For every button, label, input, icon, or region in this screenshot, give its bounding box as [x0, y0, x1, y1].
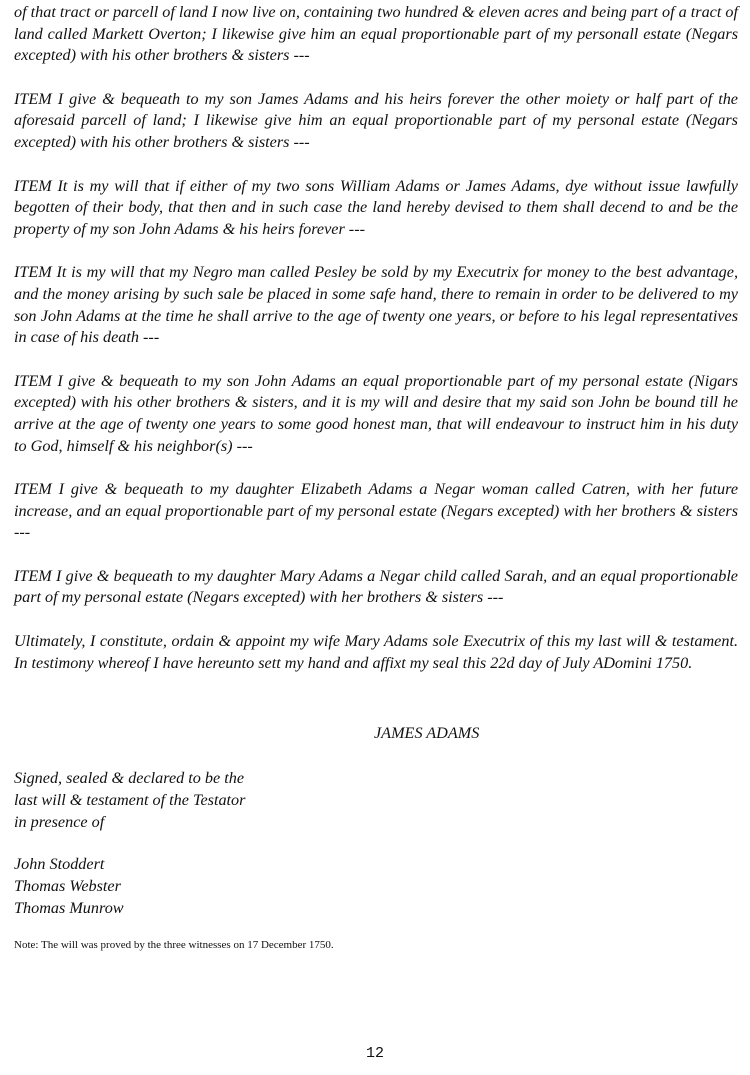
- paragraph-item-pesley: ITEM It is my will that my Negro man called Pesley be sold by my Executrix for money to the best advantage, and the money arising by such sale be placed in some safe hand, there to remain in order to be delivered to my son John Adams at the time he shall arrive to the age of twenty one years, or before to his legal representatives in case of his death ---: [14, 263, 738, 347]
- will-body: [14, 0, 738, 696]
- paragraph-item-sons-issue: ITEM It is my will that if either of my two sons William Adams or James Adams, dye without issue lawfully begotten of their body, that then and in such case the land hereby devised to them shall decend to and be the property of my son John Adams & his heirs forever ---: [14, 176, 738, 238]
- attestation-line: Signed, sealed & declared to be the: [14, 769, 245, 787]
- paragraph-item-mary: ITEM I give & bequeath to my daughter Mary Adams a Negar child called Sarah, and an equal proportionable part of my personal estate (Negars excepted) with her brothers & sisters ---: [14, 566, 738, 607]
- testator-signature: JAMES ADAMS: [374, 724, 480, 742]
- witness-name: John Stoddert: [14, 855, 105, 873]
- witness-name: Thomas Webster: [14, 877, 121, 895]
- probate-note: Note: The will was proved by the three witnesses on 17 December 1750.: [14, 939, 334, 951]
- paragraph-executrix: Ultimately, I constitute, ordain & appoint my wife Mary Adams sole Executrix of this my last will & testament. In testimony whereof I have hereunto sett my hand and affixt my seal this 22d day of July ADomini 1750.: [14, 632, 738, 672]
- paragraph-item-john: ITEM I give & bequeath to my son John Adams an equal proportionable part of my personal estate (Nigars excepted) with his other brothers & sisters, and it is my will and desire that my said son John be bound till he arrive at the age of twenty one years to some good honest man, that will endeavour to instruct him in his duty to God, himself & his neighbor(s) ---: [14, 371, 738, 455]
- attestation-line: last will & testament of the Testator: [14, 791, 246, 809]
- attestation-clause: [14, 767, 245, 833]
- page-number: 12: [365, 1045, 384, 1062]
- paragraph-item-elizabeth: ITEM I give & bequeath to my daughter Elizabeth Adams a Negar woman called Catren, with her future increase, and an equal proportionable part of my personal estate (Negars excepted) with her brothers & sisters ---: [14, 480, 738, 542]
- paragraph-item-james: ITEM I give & bequeath to my son James Adams and his heirs forever the other moiety or half part of the aforesaid parcell of land; I likewise give him an equal proportionable part of my personal estate (Negars excepted) with his other brothers & sisters ---: [14, 89, 738, 151]
- paragraph-land-tract: of that tract or parcell of land I now live on, containing two hundred & eleven acres and being part of a tract of land called Markett Overton; I likewise give him an equal proportionable part of my personall estate (Negars excepted) with his other brothers & sisters ---: [14, 3, 738, 65]
- witness-list: [14, 853, 124, 919]
- attestation-line: in presence of: [14, 813, 105, 831]
- witness-name: Thomas Munrow: [14, 899, 124, 917]
